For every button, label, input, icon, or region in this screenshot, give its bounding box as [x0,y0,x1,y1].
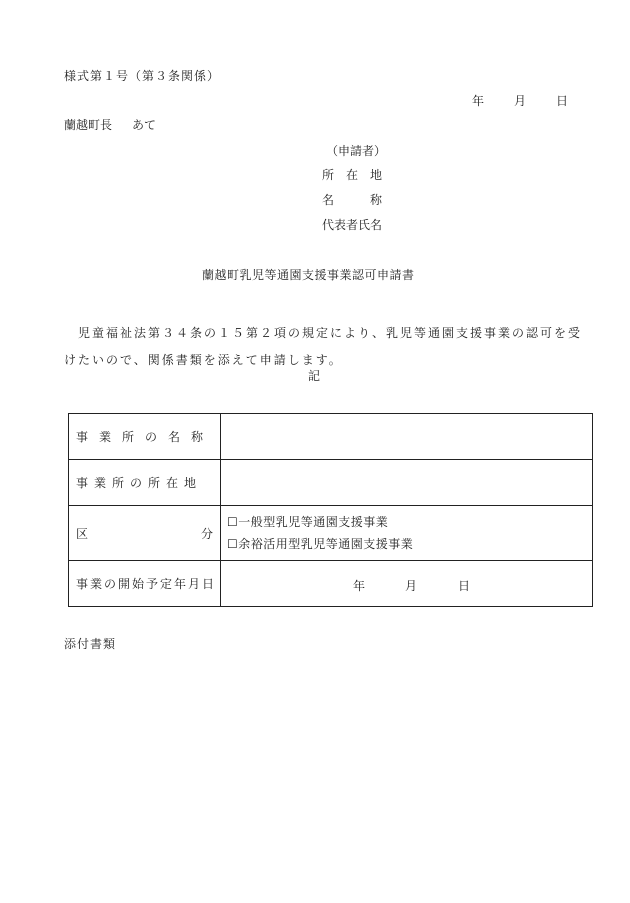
application-body: 児童福祉法第３４条の１５第２項の規定により、乳児等通園支援事業の認可を受けたいので、関係書類を添えて申請します。 [64,326,583,367]
facility-address-field[interactable] [221,460,593,506]
category-label [76,525,220,542]
facility-name-label: 事業所の名称 [76,430,215,444]
applicant-header: （申請者） [326,144,387,158]
attachments-label: 添付書類 [64,637,117,651]
start-date-field[interactable] [221,561,593,607]
ki-marker: 記 [308,369,321,383]
start-date-label: 事業の開始予定年月日 [76,577,217,591]
date-year-label: 年 [472,94,485,108]
facility-name-field[interactable] [221,414,593,460]
form-number: 様式第１号（第３条関係） [64,69,221,83]
addressee [64,119,156,131]
date-day-label: 日 [556,94,569,108]
date-month-label: 月 [514,94,527,108]
start-date-month: 月 [405,579,418,593]
applicant-name-label: 名 称 [322,193,383,207]
facility-name-label-cell [69,414,221,460]
addressee-suffix: あて [132,118,157,132]
category-option-surplus[interactable]: ☐余裕活用型乳児等通園支援事業 [227,537,414,551]
applicant-representative-label: 代表者氏名 [322,218,383,232]
table-row [69,506,593,561]
facility-address-label-cell [69,460,221,506]
start-date-label-cell [69,561,221,607]
table-row [69,561,593,607]
document-title: 蘭越町乳児等通園支援事業認可申請書 [202,268,415,282]
category-option-general[interactable]: ☐一般型乳児等通園支援事業 [227,515,389,529]
category-options-cell [221,506,593,561]
category-label-left: 区 [76,526,89,541]
category-label-right: 分 [200,526,213,541]
table-row [69,414,593,460]
applicant-address-label: 所 在 地 [322,168,383,182]
start-date-year: 年 [353,579,366,593]
start-date-day: 日 [458,579,471,593]
category-label-cell [69,506,221,561]
application-form-table [68,413,593,607]
facility-address-label: 事業所の所在地 [76,476,203,490]
addressee-name: 蘭越町長 [64,118,113,132]
table-row [69,460,593,506]
